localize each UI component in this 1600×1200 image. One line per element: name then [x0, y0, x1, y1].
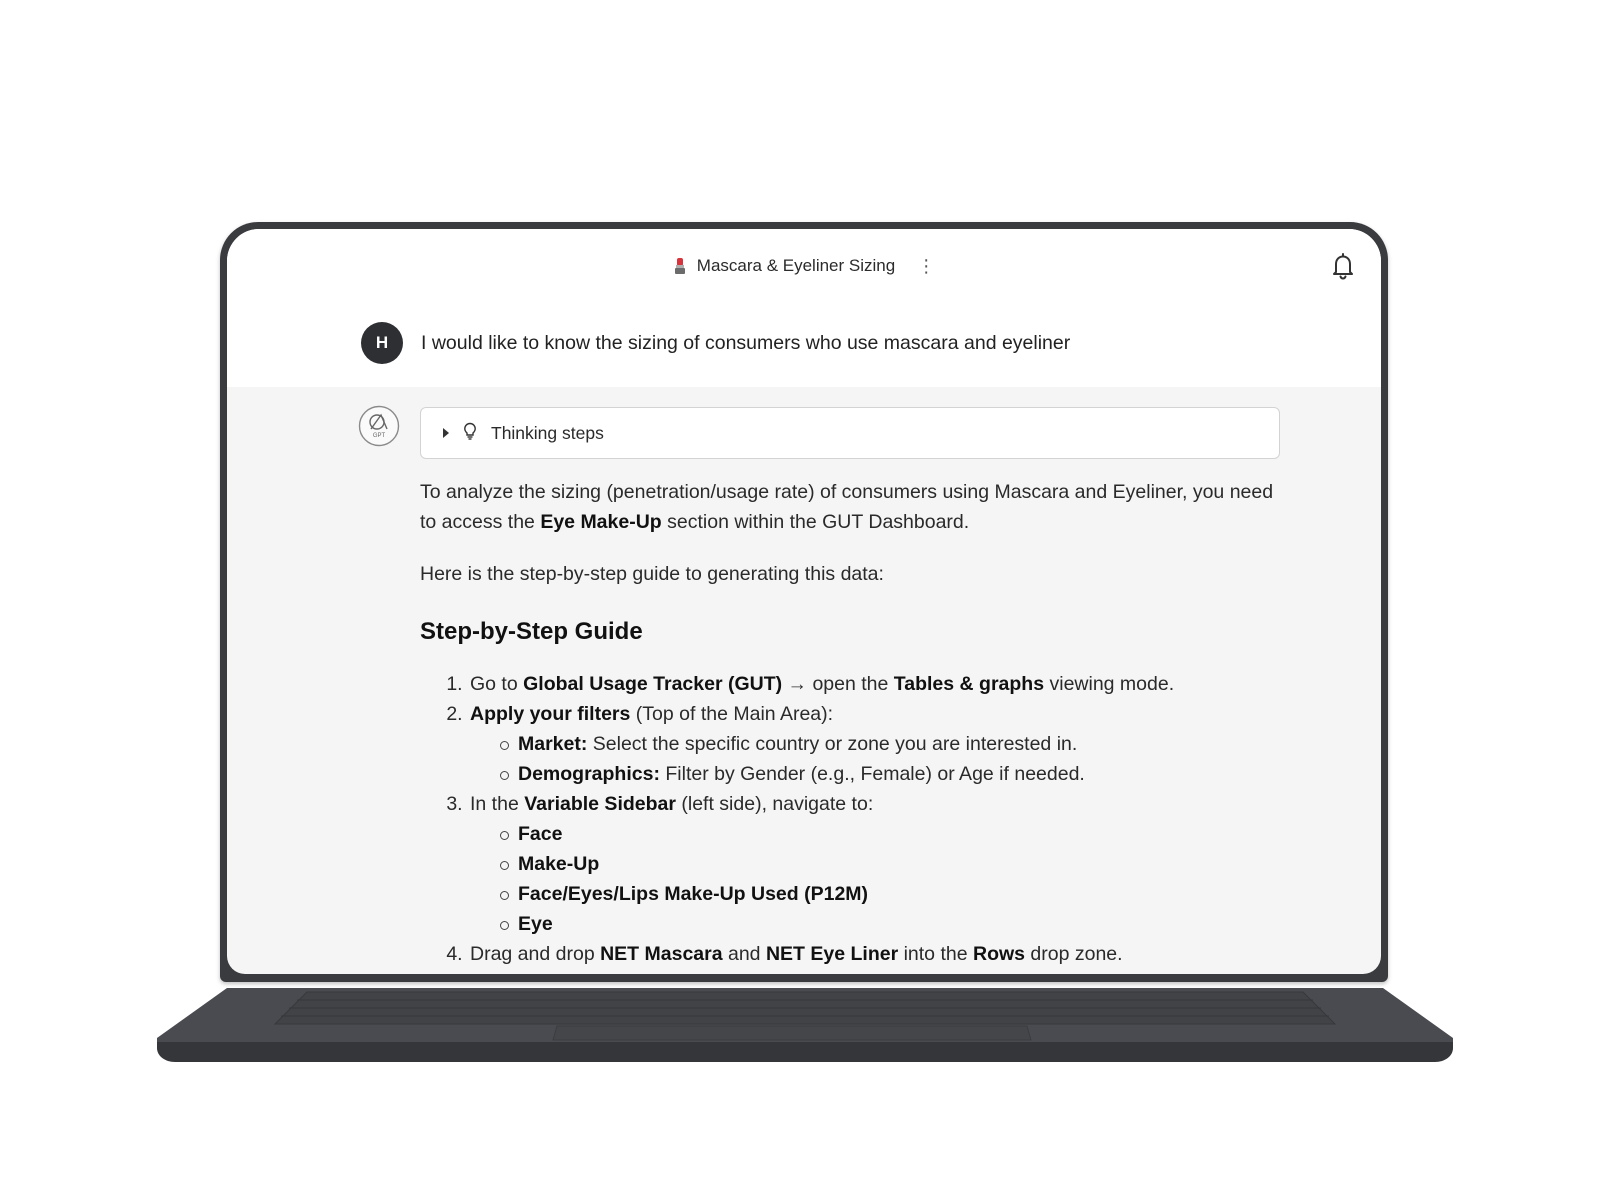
user-message-text: I would like to know the sizing of consumers who use mascara and eyeliner	[421, 331, 1071, 354]
sub-item: Demographics: Filter by Gender (e.g., Female) or Age if needed.	[500, 759, 1280, 789]
sub-item: Face	[500, 819, 1280, 849]
conversation-title-bar	[227, 251, 1381, 281]
app-screen	[227, 229, 1381, 974]
sub-list	[500, 729, 1280, 789]
step-item: 2. Apply your filters (Top of the Main Area): Market: Select the specific country or zone you are interested in. Demographics: Filter by Gender (e.g., Female) or Age if needed.	[468, 699, 1280, 789]
thinking-steps-toggle[interactable]	[420, 407, 1280, 459]
caret-right-icon	[443, 428, 449, 438]
guide-heading: Step-by-Step Guide	[420, 618, 643, 645]
laptop-base	[157, 988, 1453, 1068]
more-vertical-icon[interactable]: ⋮	[917, 255, 936, 276]
sub-item: Market: Select the specific country or zone you are interested in.	[500, 729, 1280, 759]
thinking-steps-label: Thinking steps	[491, 422, 604, 443]
assistant-answer	[420, 477, 1280, 969]
lipstick-icon	[673, 257, 687, 275]
user-message-row	[361, 322, 1070, 364]
gpt-logo-icon	[358, 405, 400, 447]
step-item: 1. Go to Global Usage Tracker (GUT) → open the Tables & graphs viewing mode.	[468, 669, 1280, 699]
sub-item: Make-Up	[500, 849, 1280, 879]
sub-list	[500, 819, 1280, 939]
step-item: 3. In the Variable Sidebar (left side), navigate to: Face Make-Up Face/Eyes/Lips Make-Up Used (P12M) Eye	[468, 789, 1280, 939]
user-avatar: H	[361, 322, 403, 364]
sub-item: Face/Eyes/Lips Make-Up Used (P12M)	[500, 879, 1280, 909]
bell-icon[interactable]	[1329, 251, 1357, 281]
svg-text:GPT: GPT	[372, 433, 386, 439]
step-item: 4. Drag and drop NET Mascara and NET Eye Liner into the Rows drop zone.	[468, 939, 1280, 969]
steps-list	[468, 669, 1280, 969]
answer-intro: To analyze the sizing (penetration/usage rate) of consumers using Mascara and Eyeliner, you need to access the Eye Make-Up section within the GUT Dashboard.	[420, 481, 1274, 533]
chat-header	[227, 229, 1381, 387]
answer-lead: Here is the step-by-step guide to generating this data:	[420, 563, 884, 585]
sub-item: Eye	[500, 909, 1280, 939]
lightbulb-icon	[463, 422, 477, 445]
conversation-title[interactable]: Mascara & Eyeliner Sizing	[696, 256, 896, 275]
